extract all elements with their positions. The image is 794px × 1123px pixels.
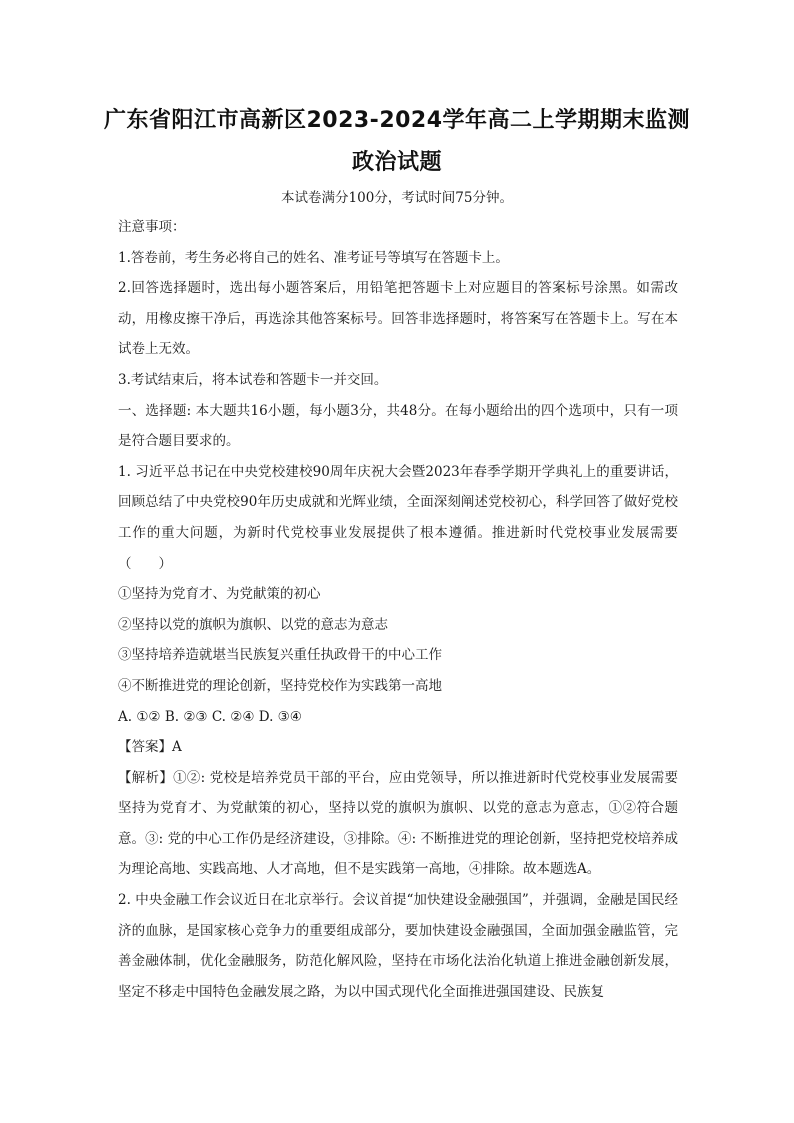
document-subtitle: 政治试题 (351, 150, 442, 175)
question-2-stem: 2. 中央金融工作会议近日在北京举行。会议首提“加快建设金融强国”，并强调，金融是国民经济的血脉，是国家核心竞争力的重要组成部分，要加快建设金融强国，全面加强金融监管，完善金融体制，优化金融服务，防范化解风险，坚持在市场化法治化轨道上推进金融创新发展，坚定不移走中国特色金融发展之路，为以中国式现代化全面推进强国建设、民族复 (118, 892, 678, 1000)
question-1-options: A. ①② B. ②③ C. ②④ D. ③④ (118, 708, 302, 725)
notice-item-3: 3.考试结束后，将本试卷和答题卡一并交回。 (118, 371, 388, 388)
exam-info: 本试卷满分100分，考试时间75分钟。 (281, 190, 513, 206)
notice-item-2: 2.回答选择题时，选出每小题答案后，用铅笔把答题卡上对应题目的答案标号涂黑。如需改动，用橡皮擦干净后，再选涂其他答案标号。回答非选择题时，将答案写在答题卡上。写在本试卷上无效。 (118, 280, 678, 358)
notice-heading: 注意事项： (118, 219, 186, 235)
question-1-item-1: ①坚持为党育才、为党献策的初心 (118, 586, 321, 603)
document-body (118, 212, 678, 1007)
question-1-item-3: ③坚持培养造就堪当民族复兴重任执政骨干的中心工作 (118, 647, 442, 664)
question-1-item-2: ②坚持以党的旗帜为旗帜、以党的意志为意志 (118, 616, 388, 633)
question-1-item-4: ④不断推进党的理论创新，坚持党校作为实践第一高地 (118, 677, 442, 694)
question-1-answer: 【答案】A (118, 739, 182, 756)
notice-item-1: 1.答卷前，考生务必将自己的姓名、准考证号等填写在答题卡上。 (118, 249, 509, 266)
document-title: 广东省阳江市高新区2023-2024学年高二上学期期末监测 (103, 108, 691, 133)
section-heading: 一、选择题: 本大题共16小题，每小题3分，共48分。在每小题给出的四个选项中，只有一项是符合题目要求的。 (118, 402, 678, 450)
question-1-stem: 1. 习近平总书记在中央党校建校90周年庆祝大会暨2023年春季学期开学典礼上的重要讲话，回顾总结了中央党校90年历史成就和光辉业绩，全面深刻阐述党校初心，科学回答了做好党校工作的重大问题，为新时代党校事业发展提供了根本遵循。推进新时代党校事业发展需要（ ） (118, 463, 678, 572)
question-1-analysis: 【解析】①②: 党校是培养党员干部的平台，应由党领导，所以推进新时代党校事业发展需要坚持为党育才、为党献策的初心，坚持以党的旗帜为旗帜、以党的意志为意志，①②符合题意。③: 党的中心工作仍是经济建设，③排除。④: 不断推进党的理论创新，坚持把党校培养成为理论高地、实践高地、人才高地，但不是实践第一高地，④排除。故本题选A。 (118, 769, 678, 878)
